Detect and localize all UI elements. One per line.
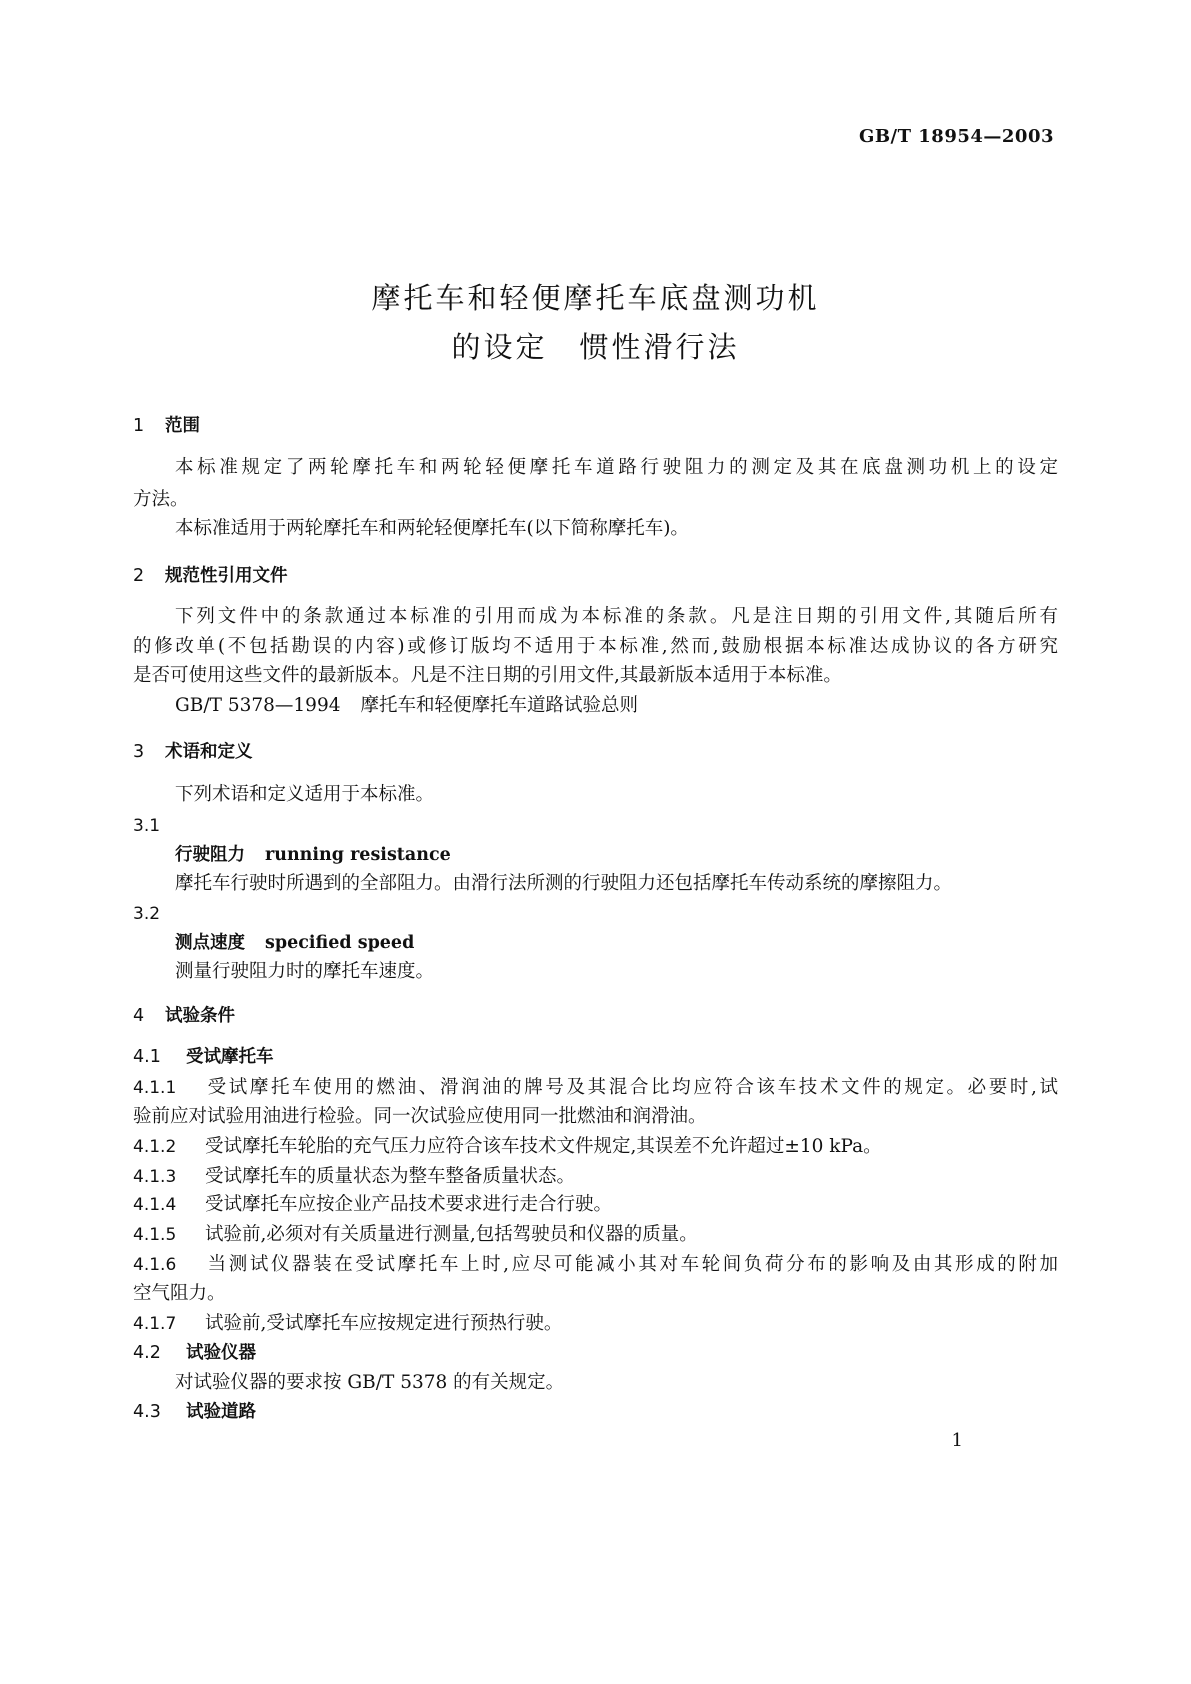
term-3-1-number: 3.1 xyxy=(133,816,161,836)
section-title: 范围 xyxy=(165,416,200,436)
subsection-number: 4.1 xyxy=(133,1047,161,1067)
subsection-4-3-heading xyxy=(133,1401,256,1423)
reference-code: GB/T 5378—1994 xyxy=(175,695,341,716)
term-3-2-number: 3.2 xyxy=(133,904,161,924)
clause-4-1-1-line-1 xyxy=(133,1077,1058,1099)
clause-number: 4.1.4 xyxy=(133,1195,177,1215)
section-title: 术语和定义 xyxy=(165,742,253,762)
subsection-title: 受试摩托车 xyxy=(186,1047,274,1067)
section-2-paragraph-line-2: 的修改单(不包括勘误的内容)或修订版均不适用于本标准,然而,鼓励根据本标准达成协议的各方研究 xyxy=(133,636,1058,657)
clause-number: 4.1.3 xyxy=(133,1167,177,1187)
clause-number: 4.1.7 xyxy=(133,1314,177,1334)
section-number: 4 xyxy=(133,1006,145,1026)
subsection-number: 4.3 xyxy=(133,1402,161,1422)
section-1-paragraph-1-line-1: 本标准规定了两轮摩托车和两轮轻便摩托车道路行驶阻力的测定及其在底盘测功机上的设定 xyxy=(175,457,1058,478)
clause-number: 4.1.2 xyxy=(133,1137,177,1157)
section-2-paragraph-line-3: 是否可使用这些文件的最新版本。凡是不注日期的引用文件,其最新版本适用于本标准。 xyxy=(133,665,842,686)
section-3-heading xyxy=(133,741,253,763)
section-4-heading xyxy=(133,1005,235,1027)
section-2-paragraph-line-1: 下列文件中的条款通过本标准的引用而成为本标准的条款。凡是注日期的引用文件,其随后所有 xyxy=(175,606,1058,627)
subsection-4-1-heading xyxy=(133,1046,274,1068)
subsection-title: 试验道路 xyxy=(186,1402,256,1422)
clause-text: 受试摩托车轮胎的充气压力应符合该车技术文件规定,其误差不允许超过±10 kPa。 xyxy=(205,1136,882,1157)
clause-text: 试验前,必须对有关质量进行测量,包括驾驶员和仪器的质量。 xyxy=(205,1224,698,1245)
section-1-paragraph-2: 本标准适用于两轮摩托车和两轮轻便摩托车(以下简称摩托车)。 xyxy=(175,518,689,539)
clause-4-1-2 xyxy=(133,1136,882,1158)
clause-4-1-7 xyxy=(133,1313,562,1335)
clause-4-1-6-line-1 xyxy=(133,1254,1058,1276)
clause-text: 试验前,受试摩托车应按规定进行预热行驶。 xyxy=(205,1313,563,1334)
clause-4-1-3 xyxy=(133,1166,575,1188)
subsection-title: 试验仪器 xyxy=(186,1343,256,1363)
subsection-4-2-text: 对试验仪器的要求按 GB/T 5378 的有关规定。 xyxy=(175,1372,565,1393)
term-english: specified speed xyxy=(265,933,415,953)
section-3-intro: 下列术语和定义适用于本标准。 xyxy=(175,784,435,805)
section-number: 1 xyxy=(133,416,145,436)
term-chinese: 行驶阻力 xyxy=(175,845,245,865)
term-3-2-heading xyxy=(175,932,414,954)
document-title-line-1: 摩托车和轻便摩托车底盘测功机 xyxy=(371,281,820,315)
term-3-2-definition: 测量行驶阻力时的摩托车速度。 xyxy=(175,961,435,982)
clause-text: 受试摩托车应按企业产品技术要求进行走合行驶。 xyxy=(205,1194,613,1215)
clause-4-1-5 xyxy=(133,1224,698,1246)
clause-text: 受试摩托车使用的燃油、滑润油的牌号及其混合比均应符合该车技术文件的规定。必要时,试 xyxy=(205,1077,1058,1098)
term-english: running resistance xyxy=(265,845,451,865)
clause-4-1-4 xyxy=(133,1194,612,1216)
reference-title: 摩托车和轻便摩托车道路试验总则 xyxy=(360,695,639,716)
term-3-1-heading xyxy=(175,844,451,866)
section-number: 3 xyxy=(133,742,145,762)
clause-4-1-1-line-2: 验前应对试验用油进行检验。同一次试验应使用同一批燃油和润滑油。 xyxy=(133,1106,707,1127)
clause-number: 4.1.1 xyxy=(133,1078,177,1098)
subsection-4-2-heading xyxy=(133,1342,256,1364)
standard-code: GB/T 18954—2003 xyxy=(858,126,1054,147)
term-chinese: 测点速度 xyxy=(175,933,245,953)
clause-number: 4.1.5 xyxy=(133,1225,177,1245)
section-1-paragraph-1-line-2: 方法。 xyxy=(133,489,189,510)
clause-4-1-6-line-2: 空气阻力。 xyxy=(133,1283,226,1304)
subsection-number: 4.2 xyxy=(133,1343,161,1363)
document-title-line-2: 的设定 惯性滑行法 xyxy=(451,330,740,364)
clause-text: 当测试仪器装在受试摩托车上时,应尽可能减小其对车轮间负荷分布的影响及由其形成的附加 xyxy=(205,1254,1058,1275)
section-1-heading xyxy=(133,415,200,437)
term-3-1-definition: 摩托车行驶时所遇到的全部阻力。由滑行法所测的行驶阻力还包括摩托车传动系统的摩擦阻力。 xyxy=(175,873,953,894)
section-2-heading xyxy=(133,565,288,587)
clause-text: 受试摩托车的质量状态为整车整备质量状态。 xyxy=(205,1166,576,1187)
section-number: 2 xyxy=(133,566,145,586)
normative-reference xyxy=(175,695,638,717)
page-number: 1 xyxy=(951,1430,963,1451)
section-title: 试验条件 xyxy=(165,1006,235,1026)
section-title: 规范性引用文件 xyxy=(165,566,288,586)
clause-number: 4.1.6 xyxy=(133,1255,177,1275)
